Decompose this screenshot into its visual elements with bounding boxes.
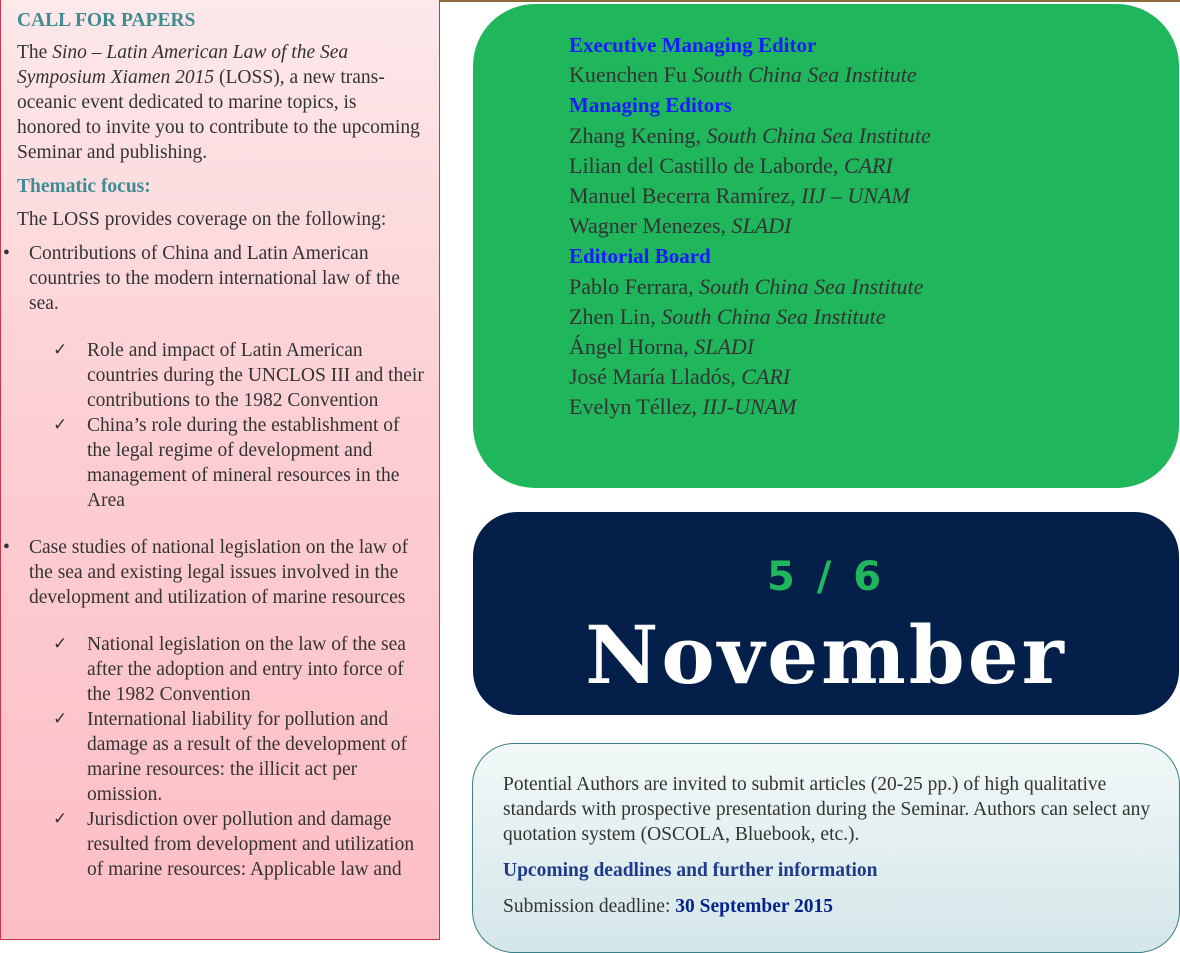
editor-affiliation: SLADI bbox=[731, 213, 792, 239]
editor-affiliation: CARI bbox=[843, 152, 893, 178]
editor-affiliation: South China Sea Institute bbox=[692, 62, 917, 88]
editor-affiliation: South China Sea Institute bbox=[706, 122, 931, 148]
editorial-board-heading: Editorial Board bbox=[569, 244, 711, 269]
topic-text: Case studies of national legislation on the law of the sea and existing legal issues involved in the development and utilization of marine resources bbox=[29, 537, 409, 608]
editor-affiliation: South China Sea Institute bbox=[661, 303, 886, 329]
submission-text: Potential Authors are invited to submit articles (20-25 pp.) of high qualitative standards with prospective presentation during the Seminar. Authors can select any quotation system (OSCOLA, Bluebook, etc.). bbox=[503, 774, 1151, 845]
editor-name: Zhen Lin, bbox=[569, 303, 662, 329]
editors-panel bbox=[473, 4, 1179, 488]
subtopic-item bbox=[51, 338, 425, 413]
editor-name: Wagner Menezes, bbox=[569, 213, 732, 239]
event-name: Sino – Latin American Law of the Sea Symposium Xiamen 2015 bbox=[17, 42, 349, 88]
topic-item bbox=[3, 241, 425, 513]
bullet-icon: • bbox=[3, 243, 10, 264]
subtopic-text: Role and impact of Latin American countries during the UNCLOS III and their contributions to the 1982 Convention bbox=[87, 340, 424, 411]
editor-affiliation: South China Sea Institute bbox=[699, 273, 924, 299]
editor-name: Ángel Horna, bbox=[569, 334, 695, 360]
editor-entry bbox=[569, 151, 1179, 181]
subtopic-text: International liability for pollution and damage as a result of the development of marine resources: the illicit act per omission. bbox=[87, 709, 408, 805]
event-date-panel bbox=[473, 512, 1179, 715]
editor-name: Pablo Ferrara, bbox=[569, 273, 700, 299]
editor-entry bbox=[569, 181, 1179, 211]
subtopic-text: National legislation on the law of the sea after the adoption and entry into force of the 1982 Convention bbox=[87, 634, 406, 705]
subtopic-text: Jurisdiction over pollution and damage resulted from development and utilization of marine resources: Applicable law and bbox=[87, 809, 415, 880]
editor-entry bbox=[569, 211, 1179, 241]
intro-suffix: (LOSS), a new trans-oceanic event dedicated to marine topics, is honored to invite you to contribute to the upcoming Seminar and publishing. bbox=[17, 67, 420, 163]
checkmark-icon: ✓ bbox=[53, 340, 68, 360]
editor-affiliation: CARI bbox=[741, 364, 791, 390]
topic-text: Contributions of China and Latin American countries to the modern international law of the sea. bbox=[29, 243, 400, 314]
editor-name: Lilian del Castillo de Laborde, bbox=[569, 152, 844, 178]
editor-entry bbox=[569, 60, 1179, 90]
editor-name: Manuel Becerra Ramírez, bbox=[569, 183, 802, 209]
bullet-icon: • bbox=[3, 537, 10, 558]
editor-entry bbox=[569, 302, 1179, 332]
event-month: November bbox=[585, 608, 1067, 702]
subtopic-item bbox=[51, 707, 425, 807]
subtopic-item bbox=[51, 413, 425, 513]
checkmark-icon: ✓ bbox=[53, 709, 68, 729]
deadline-value: 30 September 2015 bbox=[675, 896, 834, 917]
checkmark-icon: ✓ bbox=[53, 809, 68, 829]
intro-prefix: The bbox=[17, 42, 53, 63]
editor-entry bbox=[569, 332, 1179, 362]
editor-affiliation: IIJ-UNAM bbox=[702, 394, 797, 420]
editor-name: Kuenchen Fu bbox=[569, 62, 693, 88]
editor-name: Evelyn Téllez, bbox=[569, 394, 703, 420]
deadline-label: Submission deadline: bbox=[503, 896, 676, 917]
intro-paragraph bbox=[17, 40, 425, 165]
editor-entry bbox=[569, 272, 1179, 302]
topic-list bbox=[3, 241, 425, 882]
call-for-papers-panel bbox=[0, 0, 440, 940]
deadlines-heading: Upcoming deadlines and further information bbox=[503, 860, 878, 881]
call-for-papers-title: CALL FOR PAPERS bbox=[17, 10, 196, 31]
coverage-intro: The LOSS provides coverage on the following: bbox=[17, 209, 387, 230]
editor-affiliation: SLADI bbox=[694, 334, 755, 360]
editor-name: Zhang Kening, bbox=[569, 122, 707, 148]
subtopic-text: China’s role during the establishment of the legal regime of development and management of mineral resources in the Area bbox=[87, 415, 400, 511]
subtopic-item bbox=[51, 632, 425, 707]
editor-entry bbox=[569, 121, 1179, 151]
editor-entry bbox=[569, 362, 1179, 392]
checkmark-icon: ✓ bbox=[53, 634, 68, 654]
event-days: 5 / 6 bbox=[766, 554, 886, 600]
top-divider bbox=[440, 0, 1180, 2]
editor-name: José María Lladós, bbox=[569, 364, 742, 390]
subtopic-list bbox=[29, 338, 425, 513]
checkmark-icon: ✓ bbox=[53, 415, 68, 435]
thematic-focus-heading: Thematic focus: bbox=[17, 176, 151, 197]
topic-item bbox=[3, 535, 425, 882]
subtopic-list bbox=[29, 632, 425, 882]
subtopic-item bbox=[51, 807, 425, 882]
editor-entry bbox=[569, 392, 1179, 422]
editor-affiliation: IIJ – UNAM bbox=[801, 183, 910, 209]
submission-panel bbox=[472, 743, 1180, 953]
deadline-line bbox=[503, 894, 1159, 919]
executive-editor-heading: Executive Managing Editor bbox=[569, 33, 817, 57]
managing-editors-heading: Managing Editors bbox=[569, 93, 732, 118]
